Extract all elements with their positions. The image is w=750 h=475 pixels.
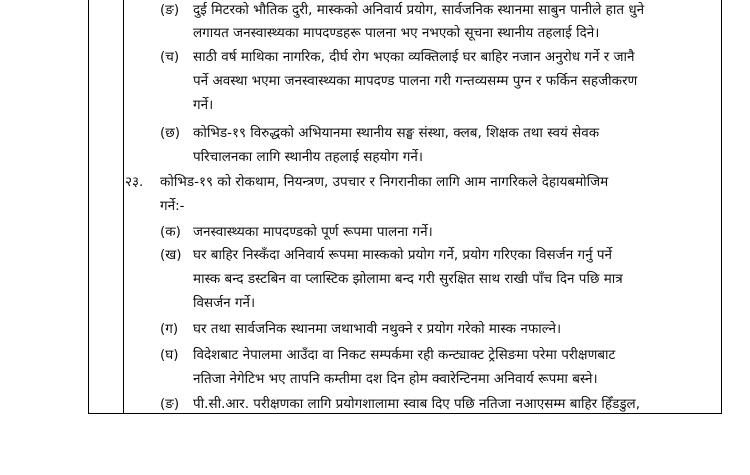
item-marker-gha: (घ) bbox=[160, 347, 179, 363]
item-text-line: मास्क बन्द डस्टबिन वा प्लास्टिक झोलामा बन्द गरी सुरक्षित साथ राखी पाँच दिन पछि मात्र bbox=[193, 271, 623, 287]
item-marker-ga: (ग) bbox=[160, 321, 179, 337]
item-text-line: घर तथा सार्वजनिक स्थानमा जथाभावी नथुक्ने र प्रयोग गरेको मास्क नफाल्ने। bbox=[193, 321, 562, 337]
item-marker-kha: (ख) bbox=[160, 247, 182, 263]
item-marker-chha: (छ) bbox=[160, 125, 180, 141]
item-text-line: गर्ने। bbox=[193, 97, 214, 113]
item-text-line: विदेशबाट नेपालमा आउँदा वा निकट सम्पर्कमा रही कन्ट्याक्ट ट्रेसिङमा परेमा परीक्षणबाट bbox=[193, 347, 616, 363]
section-number: २३. bbox=[125, 174, 144, 190]
section-heading-line: गर्ने:- bbox=[160, 198, 185, 214]
item-text-line: लगायत जनस्वास्थ्यका मापदण्डहरू पालना भए नभएको सूचना स्थानीय तहलाई दिने। bbox=[193, 25, 600, 41]
section-heading-line: कोभिड-१९ को रोकथाम, नियन्त्रण, उपचार र निगरानीका लागि आम नागरिकले देहायबमोजिम bbox=[160, 174, 609, 190]
item-marker-ka: (क) bbox=[160, 224, 181, 240]
column-rule bbox=[123, 0, 124, 413]
item-marker-nga: (ङ) bbox=[160, 2, 180, 18]
item-text-line: घर बाहिर निस्कँदा अनिवार्य रूपमा मास्कको प्रयोग गर्ने, प्रयोग गरिएका विसर्जन गर्नु पर्ने bbox=[193, 247, 613, 263]
item-text-line: पर्ने अवस्था भएमा जनस्वास्थ्यका मापदण्ड पालना गरी गन्तव्यसम्म पुग्न र फर्किन सहजीकरण bbox=[193, 73, 638, 89]
item-text-line: नतिजा नेगेटिभ भए तापनि कम्तीमा दश दिन होम क्वारेन्टिनमा अनिवार्य रूपमा बस्ने। bbox=[193, 371, 598, 387]
item-text-line: साठी वर्ष माथिका नागरिक, दीर्घ रोग भएका व्यक्तिलाई घर बाहिर नजान अनुरोध गर्ने र जानै bbox=[193, 49, 635, 65]
item-text-line: पी.सी.आर. परीक्षणका लागि प्रयोगशालामा स्वाब दिए पछि नतिजा नआएसम्म बाहिर हिँडडुल, bbox=[193, 396, 640, 412]
item-text-line: जनस्वास्थ्यका मापदण्डको पूर्ण रूपमा पालना गर्ने। bbox=[193, 224, 433, 240]
item-marker-nga-2: (ङ) bbox=[160, 396, 180, 412]
item-marker-cha: (च) bbox=[160, 49, 180, 65]
item-text-line: कोभिड-१९ विरुद्धको अभियानमा स्थानीय सङ्घ संस्था, क्लब, शिक्षक तथा स्वयं सेवक bbox=[193, 125, 600, 141]
item-text-line: दुई मिटरको भौतिक दुरी, मास्कको अनिवार्य प्रयोग, सार्वजनिक स्थानमा साबुन पानीले हात धुने bbox=[193, 2, 645, 18]
item-text-line: विसर्जन गर्ने। bbox=[193, 295, 256, 311]
item-text-line: परिचालनका लागि स्थानीय तहलाई सहयोग गर्ने। bbox=[193, 149, 423, 165]
